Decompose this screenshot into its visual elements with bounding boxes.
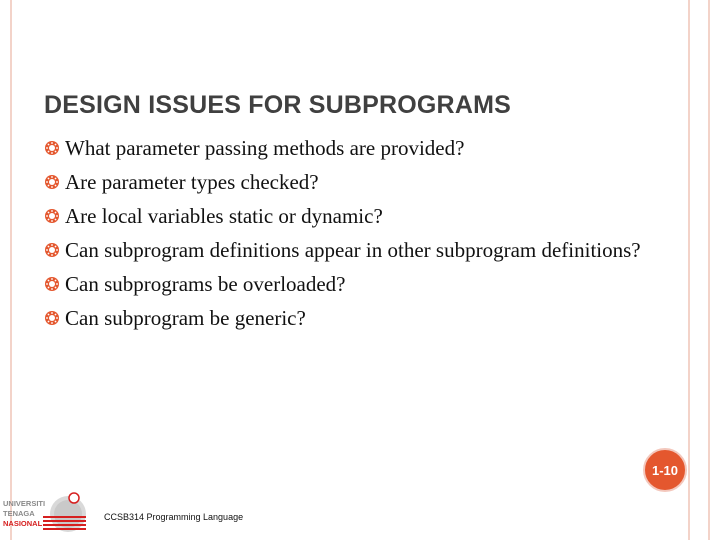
bullet-list — [44, 131, 644, 335]
sun-bullet-icon — [44, 174, 60, 190]
sun-bullet-icon — [44, 242, 60, 258]
bullet-item — [44, 267, 644, 301]
bullet-item — [44, 165, 644, 199]
left-frame-line — [10, 0, 12, 540]
bullet-text: Can subprogram be generic? — [65, 306, 306, 330]
bullet-item — [44, 131, 644, 165]
bullet-text: Can subprogram definitions appear in other subprogram definitions? — [65, 238, 641, 262]
bullet-item — [44, 233, 644, 267]
logo-line: NASIONAL — [3, 519, 43, 528]
logo-line: TENAGA — [3, 509, 35, 518]
university-logo — [0, 490, 90, 535]
footer-text: CCSB314 Programming Language — [104, 512, 244, 522]
bullet-item — [44, 199, 644, 233]
right-frame-line-outer — [708, 0, 710, 540]
sun-bullet-icon — [44, 276, 60, 292]
sun-bullet-icon — [44, 310, 60, 326]
right-frame-line — [688, 0, 690, 540]
page-number-badge: 1-10 — [643, 448, 687, 492]
bullet-text: Are local variables static or dynamic? — [65, 204, 383, 228]
sun-bullet-icon — [44, 208, 60, 224]
bullet-text: Are parameter types checked? — [65, 170, 319, 194]
bullet-text: Can subprograms be overloaded? — [65, 272, 346, 296]
bullet-item — [44, 301, 644, 335]
slide-title: DESIGN ISSUES FOR SUBPROGRAMS — [44, 90, 511, 119]
bullet-text: What parameter passing methods are provided? — [65, 136, 465, 160]
sun-bullet-icon — [44, 140, 60, 156]
logo-line: UNIVERSITI — [3, 499, 46, 508]
